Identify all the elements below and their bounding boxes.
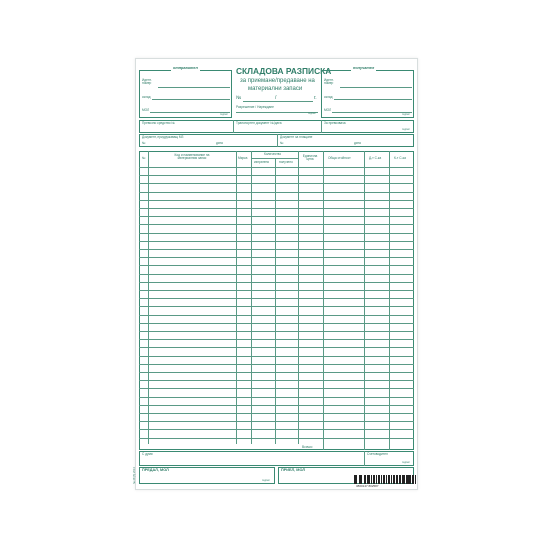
barcode-bar — [361, 475, 363, 484]
barcode-bar — [367, 475, 368, 484]
sender-firm-label: Идент. номер — [142, 78, 152, 86]
handed-label: ПРЕДАЛ, МОЛ — [142, 468, 169, 472]
qty-header-split — [251, 158, 298, 159]
receiver-mol-line — [332, 112, 412, 113]
barcode-bar — [356, 475, 357, 484]
sender-mol-line — [150, 112, 230, 113]
barcode-bar — [376, 475, 378, 484]
barcode-bar — [406, 475, 407, 484]
barcode — [354, 475, 417, 484]
form-number-label: № — [236, 95, 242, 101]
table-row — [139, 306, 414, 307]
table-row — [139, 257, 414, 258]
clerk-signature: подпис — [402, 461, 410, 464]
receiver-warehouse-line — [334, 99, 412, 100]
sender-signature: подпис — [220, 113, 228, 116]
words-label: С думи — [142, 452, 153, 456]
col-header-total: Обща стойност — [328, 156, 351, 160]
table-row — [139, 233, 414, 234]
accepted-label: ПРИЕЛ, МОЛ — [281, 468, 305, 472]
table-row — [139, 192, 414, 193]
transport-div-2 — [321, 120, 322, 133]
permit-label: Разрешение / Нареждане — [236, 105, 274, 109]
table-row — [139, 249, 414, 250]
sender-firm-line — [158, 87, 230, 88]
sender-mol-label: МОЛ — [142, 108, 150, 112]
carrier-label: За превозвача — [324, 121, 346, 125]
table-row — [139, 372, 414, 373]
table-row — [139, 224, 414, 225]
table-row — [139, 356, 414, 357]
table-row — [139, 208, 414, 209]
table-row — [139, 380, 414, 381]
total-label: Всичко — [302, 445, 313, 449]
barcode-bar — [386, 475, 387, 484]
form-number-line — [243, 101, 313, 102]
sender-warehouse-line — [152, 99, 230, 100]
barcode-bar — [403, 475, 405, 484]
sender-header: отправител — [173, 66, 198, 70]
payment-doc-label: Документ за плащане — [280, 135, 313, 139]
side-code: № 28 (5) 2014 — [133, 467, 136, 484]
accomp-no: № — [142, 141, 146, 145]
vehicle-label: Превозно средство № — [142, 121, 175, 125]
receiver-mol-label: МОЛ — [324, 108, 332, 112]
table-row — [139, 421, 414, 422]
table-row — [139, 347, 414, 348]
receiver-box — [321, 70, 414, 118]
accomp-div — [277, 134, 278, 147]
table-row — [139, 323, 414, 324]
form-year-suffix: г. — [314, 95, 317, 101]
table-row — [139, 405, 414, 406]
col-header-qty: Количество — [264, 152, 282, 156]
form-subtitle-1: за приемане/предаване на — [240, 78, 315, 84]
transport-div-1 — [233, 120, 234, 133]
barcode-bar — [400, 475, 401, 484]
clerk-label: Счетоводител — [367, 452, 388, 456]
table-row — [139, 388, 414, 389]
form-subtitle-2: материални запаси — [248, 86, 303, 92]
sender-warehouse-label: склад — [142, 95, 151, 99]
table-row — [139, 290, 414, 291]
accomp-doc-label: Документ, придружаващ МЗ — [142, 135, 184, 139]
warehouse-receipt-form — [135, 58, 418, 490]
table-row — [139, 413, 414, 414]
col-header-dt: Д-т С-ка — [369, 156, 382, 160]
barcode-bar — [396, 475, 397, 484]
col-header-code: Код и наименование на материалния запас — [174, 153, 210, 161]
col-header-kt: К-т С-ка — [394, 156, 406, 160]
payment-no: № — [280, 141, 284, 145]
table-row — [139, 298, 414, 299]
table-row — [139, 438, 414, 439]
handed-signature: подпис — [262, 479, 270, 482]
sender-box — [139, 70, 232, 118]
table-row — [139, 315, 414, 316]
table-row — [139, 200, 414, 201]
table-row — [139, 216, 414, 217]
barcode-bar — [391, 475, 392, 484]
table-row — [139, 331, 414, 332]
receiver-header: получател — [353, 66, 375, 70]
table-row — [139, 339, 414, 340]
table-row — [139, 274, 414, 275]
table-row — [139, 183, 414, 184]
permit-line — [236, 112, 318, 113]
table-row — [139, 397, 414, 398]
barcode-bar — [381, 475, 382, 484]
form-title: СКЛАДОВА РАЗПИСКА — [236, 66, 332, 76]
col-div-sent — [275, 158, 276, 444]
receiver-signature: подпис — [402, 113, 410, 116]
payment-date: дата — [354, 141, 361, 145]
receiver-firm-line — [340, 87, 412, 88]
receiver-firm-label: Идент. номер — [324, 78, 334, 86]
barcode-bar — [410, 475, 411, 484]
accomp-date: дата — [216, 141, 223, 145]
col-header-sent: изпратено — [254, 160, 270, 164]
col-header-received: получено — [279, 160, 293, 164]
barcode-bar — [415, 475, 416, 484]
table-row — [139, 241, 414, 242]
barcode-bar — [371, 475, 372, 484]
barcode-bar — [389, 475, 391, 484]
words-div — [364, 451, 365, 466]
col-header-unit: Мярка — [238, 156, 248, 160]
form-slash: / — [275, 95, 277, 101]
table-row — [139, 175, 414, 176]
table-row — [139, 364, 414, 365]
receiver-warehouse-label: склад — [324, 95, 333, 99]
table-row — [139, 429, 414, 430]
table-row — [139, 265, 414, 266]
carrier-signature: подпис — [402, 128, 410, 131]
col-header-no: № — [142, 156, 146, 160]
barcode-number: 3800147 802587 — [356, 484, 379, 488]
table-row — [139, 167, 414, 168]
table-row — [139, 282, 414, 283]
transport-doc-label: Транспортен документ №/дата — [236, 121, 282, 125]
permit-signature: подпис — [308, 112, 316, 115]
col-header-price: Единична цена — [302, 154, 318, 162]
